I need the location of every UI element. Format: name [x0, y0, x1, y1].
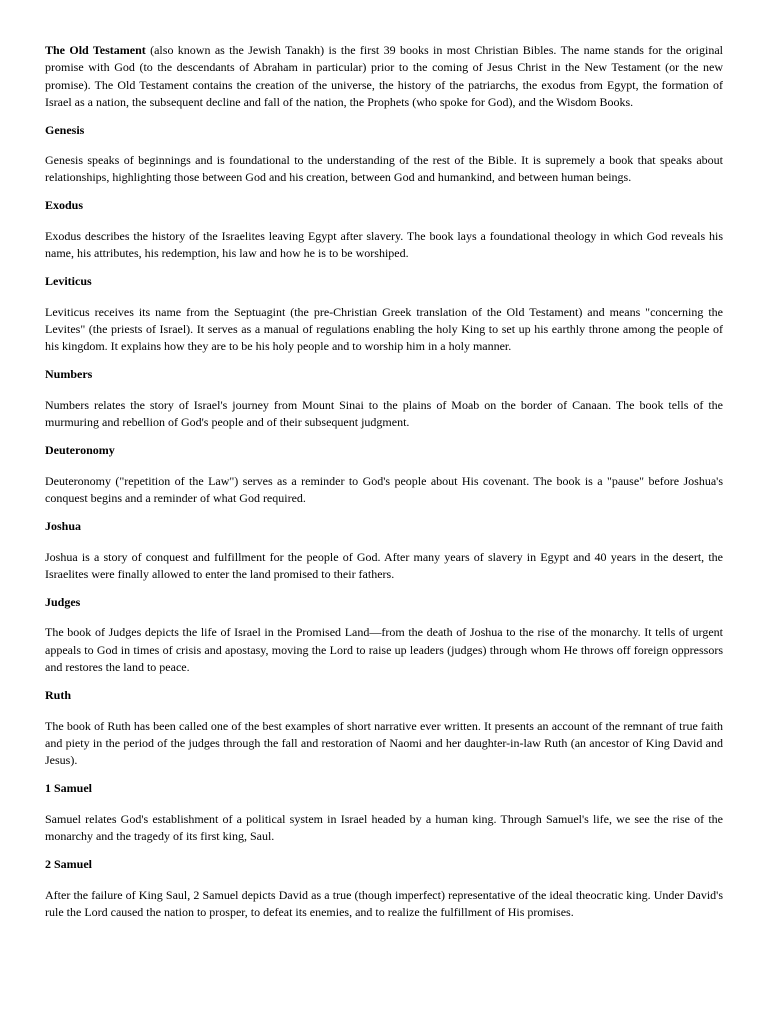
intro-paragraph	[45, 42, 723, 112]
book-description: After the failure of King Saul, 2 Samuel depicts David as a true (though imperfect) representative of the ideal theocratic king. Under David's rule the Lord caused the nation to prosper, to defeat its enemies, and to realize the fulfillment of His promises.	[45, 887, 723, 919]
book-section-numbers	[45, 366, 723, 431]
book-heading: Ruth	[45, 688, 72, 703]
book-section-genesis	[45, 122, 723, 187]
book-description: Genesis speaks of beginnings and is foundational to the understanding of the rest of the Bible. It is supremely a book that speaks about relationships, highlighting those between God and his creation, between God and humankind, and between human beings.	[45, 153, 723, 185]
book-heading: Joshua	[45, 519, 82, 534]
book-section-leviticus	[45, 273, 723, 356]
book-section-judges	[45, 594, 723, 677]
book-heading: Numbers	[45, 367, 93, 382]
book-heading: 2 Samuel	[45, 857, 93, 872]
document-page	[45, 42, 723, 932]
book-heading: Leviticus	[45, 274, 92, 289]
book-heading: Deuteronomy	[45, 443, 115, 458]
book-description: Joshua is a story of conquest and fulfillment for the people of God. After many years of slavery in Egypt and 40 years in the desert, the Israelites were finally allowed to enter the land promised to their fathers.	[45, 549, 723, 581]
book-section-deuteronomy	[45, 442, 723, 507]
book-heading: 1 Samuel	[45, 781, 93, 796]
book-description: Samuel relates God's establishment of a political system in Israel headed by a human king. Through Samuel's life, we see the rise of the monarchy and the tragedy of its first king, Saul.	[45, 811, 723, 844]
book-heading: Judges	[45, 594, 81, 609]
book-section-2-samuel	[45, 856, 723, 921]
book-section-ruth	[45, 687, 723, 770]
book-section-exodus	[45, 197, 723, 262]
intro-text: (also known as the Jewish Tanakh) is the first 39 books in most Christian Bibles. The name stands for the original promise with God (to the descendants of Abraham in particular) prior to the coming of Jesus Christ in the New Testament (or the new promise). The Old Testament contains the creation of the universe, the history of the patriarchs, the exodus from Egypt, the formation of Israel as a nation, the subsequent decline and fall of the nation, the Prophets (who spoke for God), and the Wisdom Books.	[45, 43, 723, 110]
book-description: Numbers relates the story of Israel's journey from Mount Sinai to the plains of Moab on the border of Canaan. The book tells of the murmuring and rebellion of God's people and of their subsequent judgment.	[45, 397, 723, 430]
intro-title: The Old Testament	[45, 43, 146, 57]
book-heading: Genesis	[45, 122, 85, 137]
book-description: Exodus describes the history of the Israelites leaving Egypt after slavery. The book lays a foundational theology in which God reveals his name, his attributes, his redemption, his law and how he is to be worshiped.	[45, 228, 723, 261]
book-description: Leviticus receives its name from the Septuagint (the pre-Christian Greek translation of the Old Testament) and means "concerning the Levites" (the priests of Israel). It serves as a manual of regulations enabling the holy King to set up his earthly throne among the people of his kingdom. It explains how they are to be his holy people and to worship him in a holy manner.	[45, 304, 723, 354]
book-description: The book of Ruth has been called one of the best examples of short narrative ever written. It presents an account of the remnant of true faith and piety in the period of the judges through the fall and restoration of Naomi and her daughter-in-law Ruth (an ancestor of King David and Jesus).	[45, 718, 723, 768]
book-description: The book of Judges depicts the life of Israel in the Promised Land—from the death of Joshua to the rise of the monarchy. It tells of urgent appeals to God in times of crisis and apostasy, moving the Lord to raise up leaders (judges) through whom He throws off foreign oppressors and restores the land to peace.	[45, 625, 723, 675]
book-section-1-samuel	[45, 780, 723, 845]
book-description: Deuteronomy ("repetition of the Law") serves as a reminder to God's people about His covenant. The book is a "pause" before Joshua's conquest begins and a reminder of what God required.	[45, 473, 723, 506]
book-heading: Exodus	[45, 198, 84, 213]
book-section-joshua	[45, 518, 723, 583]
